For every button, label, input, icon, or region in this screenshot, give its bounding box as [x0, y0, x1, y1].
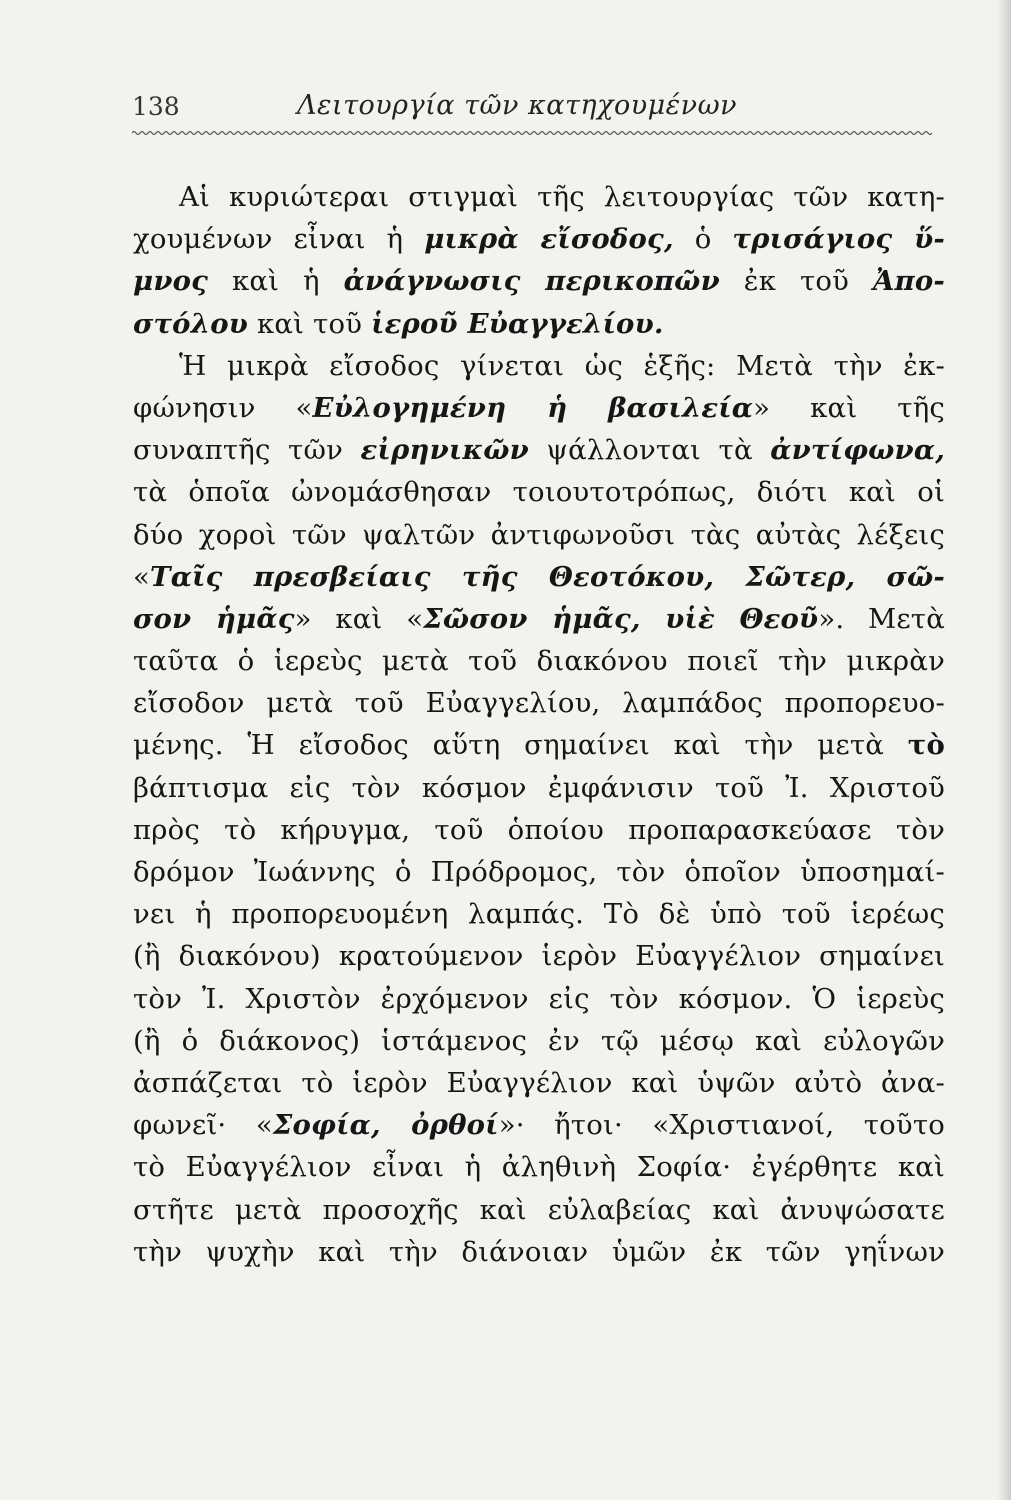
text-line [133, 978, 945, 1020]
text-line [133, 1104, 945, 1146]
text-segment: στῆτε μετὰ προσοχῆς καὶ εὐλαβείας καὶ ἀνυψώσατε [133, 1193, 945, 1226]
text-segment: Σῶσον ἡμᾶς, υἱὲ Θεοῦ [423, 602, 819, 635]
text-segment: φωνεῖ· « [133, 1109, 273, 1142]
page-number: 138 [132, 92, 180, 121]
text-segment: τὸ Εὐαγγέλιον εἶναι ἡ ἀληθινὴ Σοφία· ἐγέρθητε καὶ [133, 1151, 945, 1184]
text-line [133, 218, 945, 260]
text-line [133, 851, 945, 893]
text-segment: « [133, 560, 151, 593]
text-segment: φώνησιν « [133, 391, 313, 424]
text-segment: καὶ τοῦ [248, 307, 372, 340]
page-header [132, 88, 952, 128]
text-line [133, 1231, 945, 1273]
text-segment: ἀντίφωνα, [770, 434, 945, 467]
header-wavy-rule [132, 128, 932, 138]
text-segment: στόλου [133, 307, 249, 340]
text-line [133, 1146, 945, 1188]
text-segment: ». Μετὰ [818, 602, 945, 635]
text-line [133, 809, 945, 851]
text-segment: »· ἤτοι· «Χριστιανοί, τοῦτο [498, 1109, 945, 1142]
text-segment: » καὶ « [294, 602, 424, 635]
text-segment: τὸ [907, 729, 945, 762]
text-segment: βάπτισμα εἰς τὸν κόσμον ἐμφάνισιν τοῦ Ἰ. Χριστοῦ [133, 771, 945, 804]
text-segment: ἀνάγνωσις περικοπῶν [343, 265, 720, 298]
text-line [133, 303, 945, 345]
text-segment: δρόμον Ἰωάννης ὁ Πρόδρομος, τὸν ὁποῖον ὑποσημαί- [133, 856, 945, 888]
text-segment: τρισάγιος ὕ- [732, 223, 945, 256]
text-segment: Ταῖς πρεσβείαις τῆς Θεοτόκου, Σῶτερ, σῶ- [150, 560, 945, 593]
text-segment: ψάλλονται τὰ [528, 434, 771, 467]
text-line [133, 682, 945, 724]
text-segment: σον ἡμᾶς [133, 602, 295, 635]
text-segment: Σοφία, ὀρθοί [272, 1109, 499, 1142]
text-line [133, 598, 945, 640]
text-segment: Ἀπο- [872, 265, 945, 298]
text-line [133, 1062, 945, 1104]
text-line [133, 176, 945, 218]
text-line [133, 514, 945, 556]
text-segment: ἐκ τοῦ [719, 265, 873, 298]
text-segment: νει ἡ προπορευομένη λαμπάς. Τὸ δὲ ὑπὸ τοῦ ἱερέως [133, 898, 945, 931]
text-line [133, 767, 945, 809]
text-line [133, 1020, 945, 1062]
body-text [133, 176, 945, 1273]
text-segment: Ἡ μικρὰ εἴσοδος γίνεται ὡς ἑξῆς: Μετὰ τὴν ἐκ- [179, 349, 945, 382]
text-segment: ἀσπάζεται τὸ ἱερὸν Εὐαγγέλιον καὶ ὑψῶν αὐτὸ ἀνα- [133, 1066, 945, 1099]
text-segment: ὁ [673, 223, 733, 256]
text-segment: τὰ ὁποῖα ὠνομάσθησαν τοιουτοτρόπως, διότι καὶ οἱ [133, 476, 945, 509]
text-line [133, 260, 945, 302]
text-line [133, 345, 945, 387]
text-segment: τὴν ψυχὴν καὶ τὴν διάνοιαν ὑμῶν ἐκ τῶν γηΐνων [133, 1235, 945, 1268]
text-segment: εἴσοδον μετὰ τοῦ Εὐαγγελίου, λαμπάδος προπορευο- [133, 687, 945, 720]
text-segment: (ἢ διακόνου) κρατούμενον ἱερὸν Εὐαγγέλιον σημαίνει [133, 940, 945, 973]
page-edge-shadow [997, 0, 1011, 1500]
text-segment: Εὐλογημένη ἡ βασιλεία [312, 391, 754, 424]
text-line [133, 935, 945, 977]
text-segment: εἰρηνικῶν [360, 434, 529, 467]
running-title: Λειτουργία τῶν κατηχουμένων [297, 90, 738, 121]
text-segment: μικρὰ εἴσοδος, [424, 223, 674, 256]
text-segment: συναπτῆς τῶν [133, 434, 361, 467]
text-segment: μένης. Ἡ εἴσοδος αὕτη σημαίνει καὶ τὴν μετὰ [133, 729, 908, 762]
text-segment: καὶ ἡ [208, 265, 344, 298]
text-line [133, 387, 945, 429]
text-segment: μνος [133, 265, 209, 298]
text-segment: ἱεροῦ Εὐαγγελίου. [371, 307, 664, 340]
text-line [133, 640, 945, 682]
text-segment: ταῦτα ὁ ἱερεὺς μετὰ τοῦ διακόνου ποιεῖ τὴν μικρὰν [133, 645, 945, 678]
text-segment: πρὸς τὸ κήρυγμα, τοῦ ὁποίου προπαρασκεύασε τὸν [133, 813, 945, 846]
text-segment: χουμένων εἶναι ἡ [133, 223, 425, 256]
text-segment: » καὶ τῆς [753, 391, 945, 424]
text-line [133, 893, 945, 935]
text-line [133, 471, 945, 513]
text-line [133, 429, 945, 471]
text-segment: τὸν Ἰ. Χριστὸν ἐρχόμενον εἰς τὸν κόσμον. Ὁ ἱερεὺς [133, 982, 945, 1015]
text-segment: δύο χοροὶ τῶν ψαλτῶν ἀντιφωνοῦσι τὰς αὐτὰς λέξεις [133, 518, 945, 551]
text-segment: Αἱ κυριώτεραι στιγμαὶ τῆς λειτουργίας τῶν κατη- [179, 181, 945, 213]
text-line [133, 556, 945, 598]
text-line [133, 1189, 945, 1231]
text-line [133, 724, 945, 766]
text-segment: (ἢ ὁ διάκονος) ἱστάμενος ἐν τῷ μέσῳ καὶ εὐλογῶν [133, 1024, 945, 1057]
